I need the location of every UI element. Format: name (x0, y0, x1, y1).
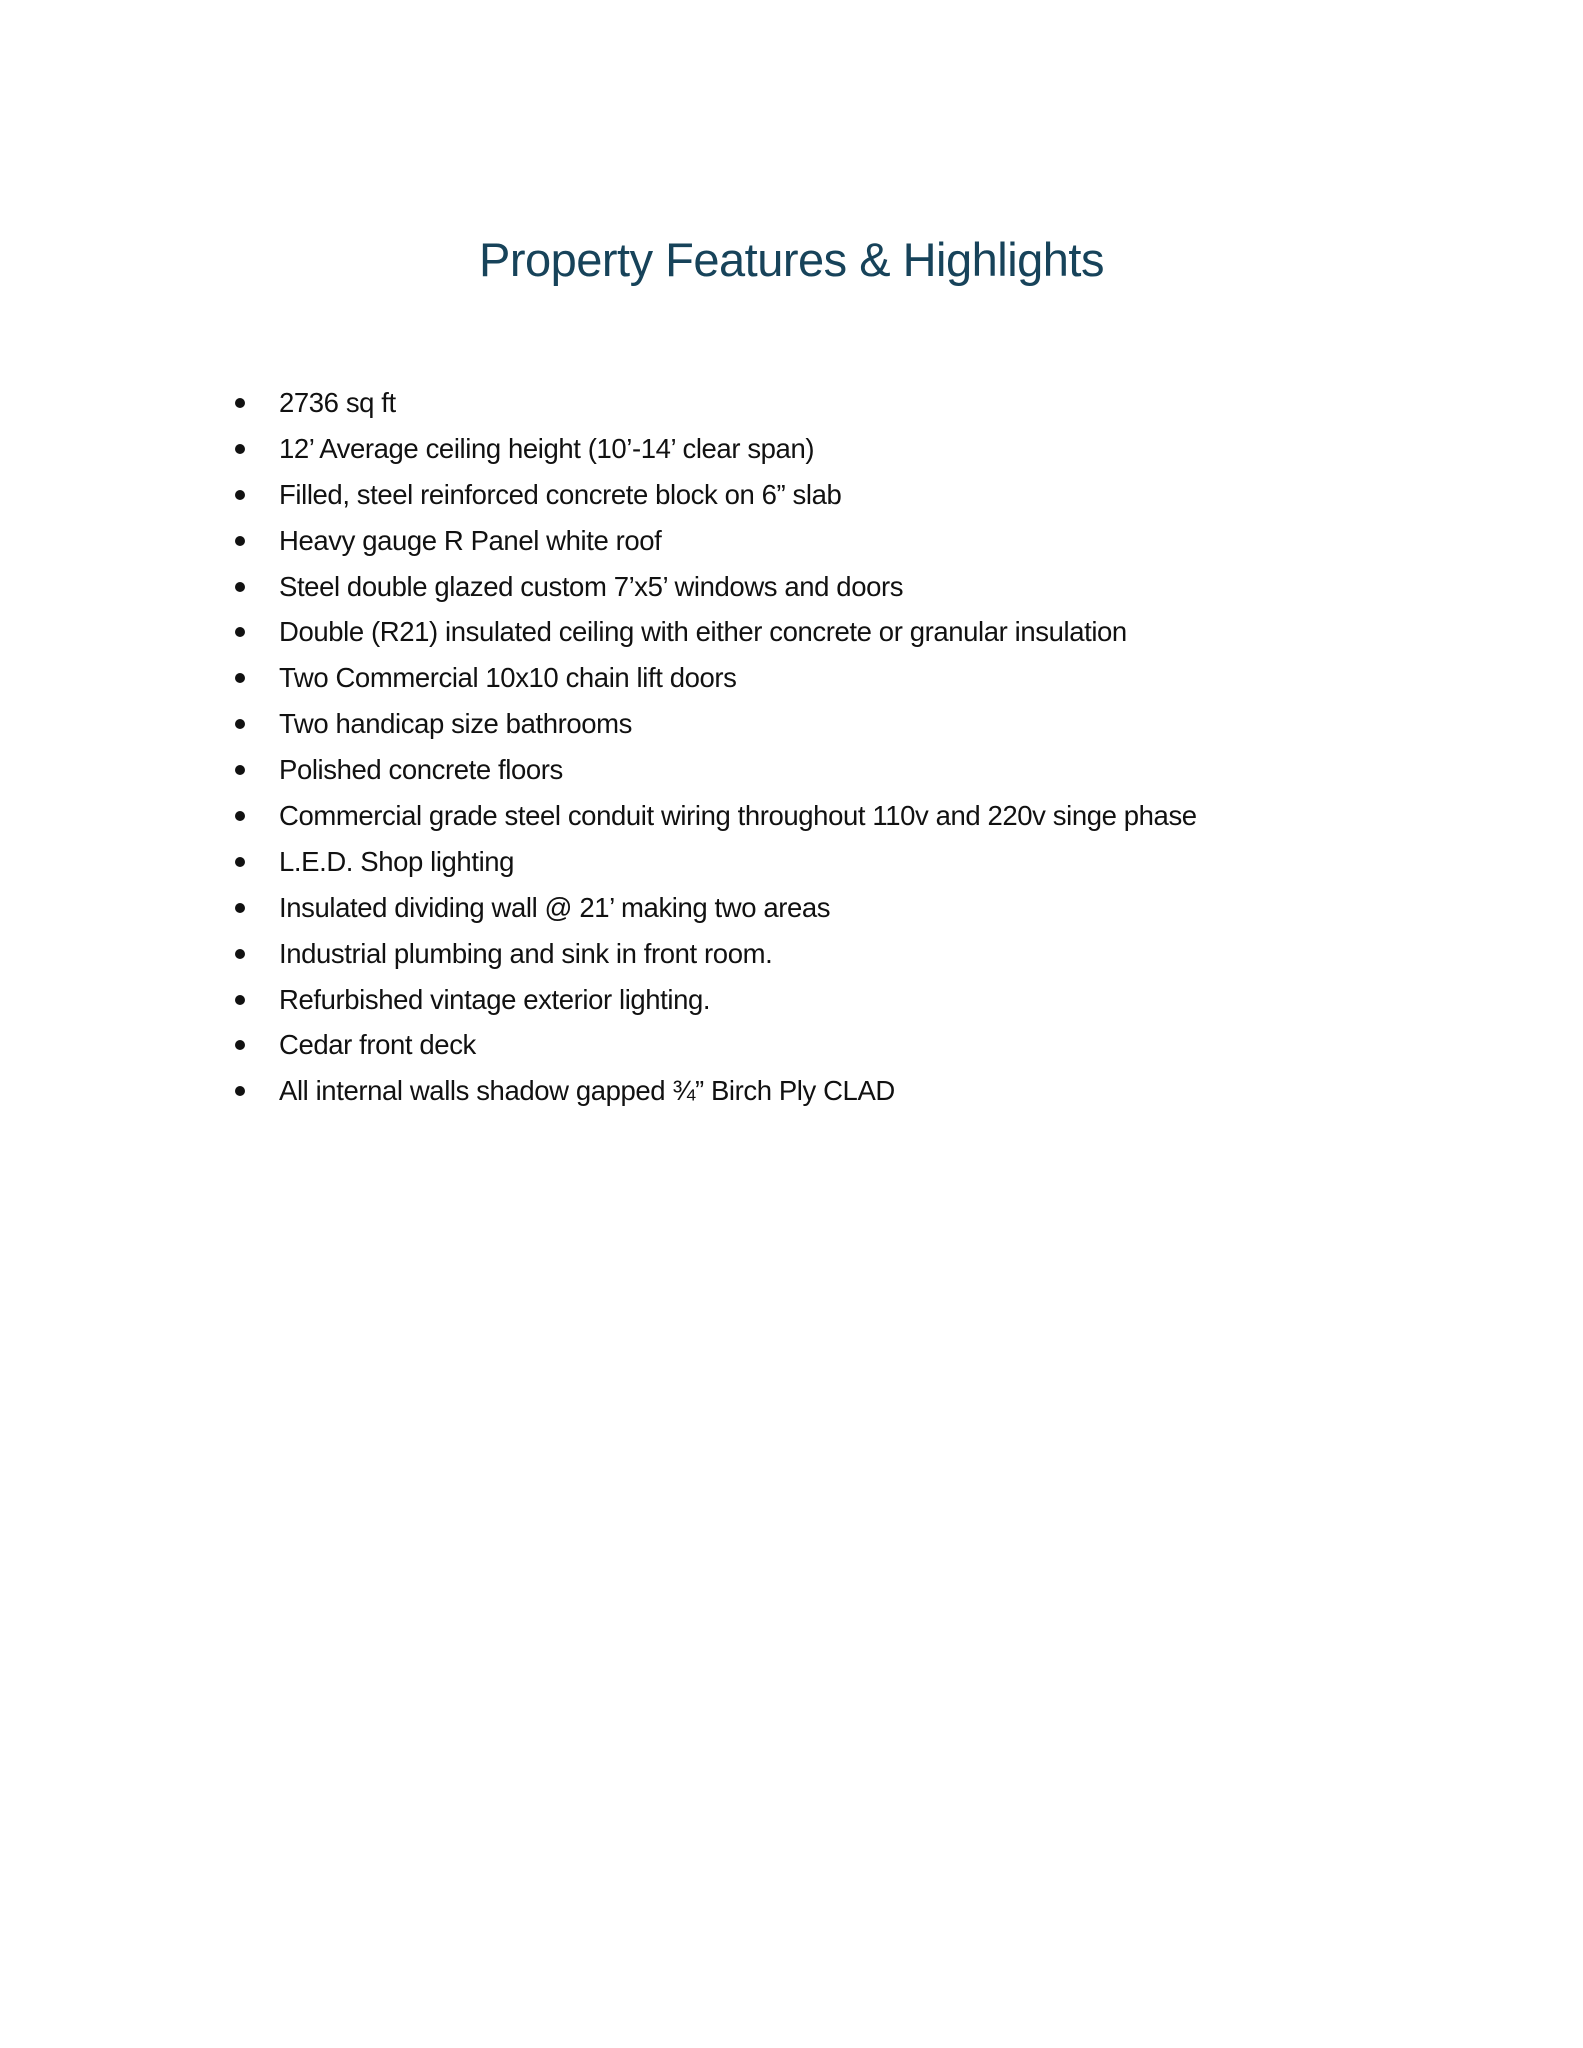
bullet-icon (235, 995, 245, 1005)
list-item-text: 12’ Average ceiling height (10’-14’ clear span) (279, 432, 815, 464)
list-item-text: Filled, steel reinforced concrete block on 6” slab (279, 478, 842, 510)
bullet-icon (235, 398, 245, 408)
bullet-icon (235, 627, 245, 637)
bullet-icon (235, 949, 245, 959)
bullet-icon (235, 719, 245, 729)
bullet-icon (235, 1040, 245, 1050)
list-item-text: Steel double glazed custom 7’x5’ windows and doors (279, 570, 904, 602)
bullet-icon (235, 673, 245, 683)
bullet-icon (235, 903, 245, 913)
list-item-text: Double (R21) insulated ceiling with either concrete or granular insulation (279, 616, 1127, 648)
list-item-text: All internal walls shadow gapped ¾” Birch Ply CLAD (279, 1075, 895, 1107)
bullet-icon (235, 1086, 245, 1096)
bullet-icon (235, 765, 245, 775)
bullet-icon (235, 811, 245, 821)
list-item-text: Two handicap size bathrooms (279, 708, 633, 740)
list-item-text: 2736 sq ft (279, 387, 396, 418)
bullet-icon (235, 444, 245, 454)
list-item-text: Two Commercial 10x10 chain lift doors (279, 662, 737, 694)
list-item-text: Cedar front deck (279, 1029, 476, 1061)
list-item-text: Refurbished vintage exterior lighting. (279, 983, 711, 1015)
list-item-text: Heavy gauge R Panel white roof (279, 524, 662, 556)
bullet-icon (235, 490, 245, 500)
list-item-text: Insulated dividing wall @ 21’ making two areas (279, 891, 831, 923)
list-item-text: Industrial plumbing and sink in front room. (279, 937, 773, 969)
list-item-text: Polished concrete floors (279, 754, 563, 786)
page-title: Property Features & Highlights (478, 233, 1104, 286)
bullet-icon (235, 536, 245, 546)
list-item-text: Commercial grade steel conduit wiring throughout 110v and 220v singe phase (279, 800, 1197, 832)
bullet-icon (235, 582, 245, 592)
list-item-text: L.E.D. Shop lighting (279, 845, 515, 877)
bullet-icon (235, 857, 245, 867)
